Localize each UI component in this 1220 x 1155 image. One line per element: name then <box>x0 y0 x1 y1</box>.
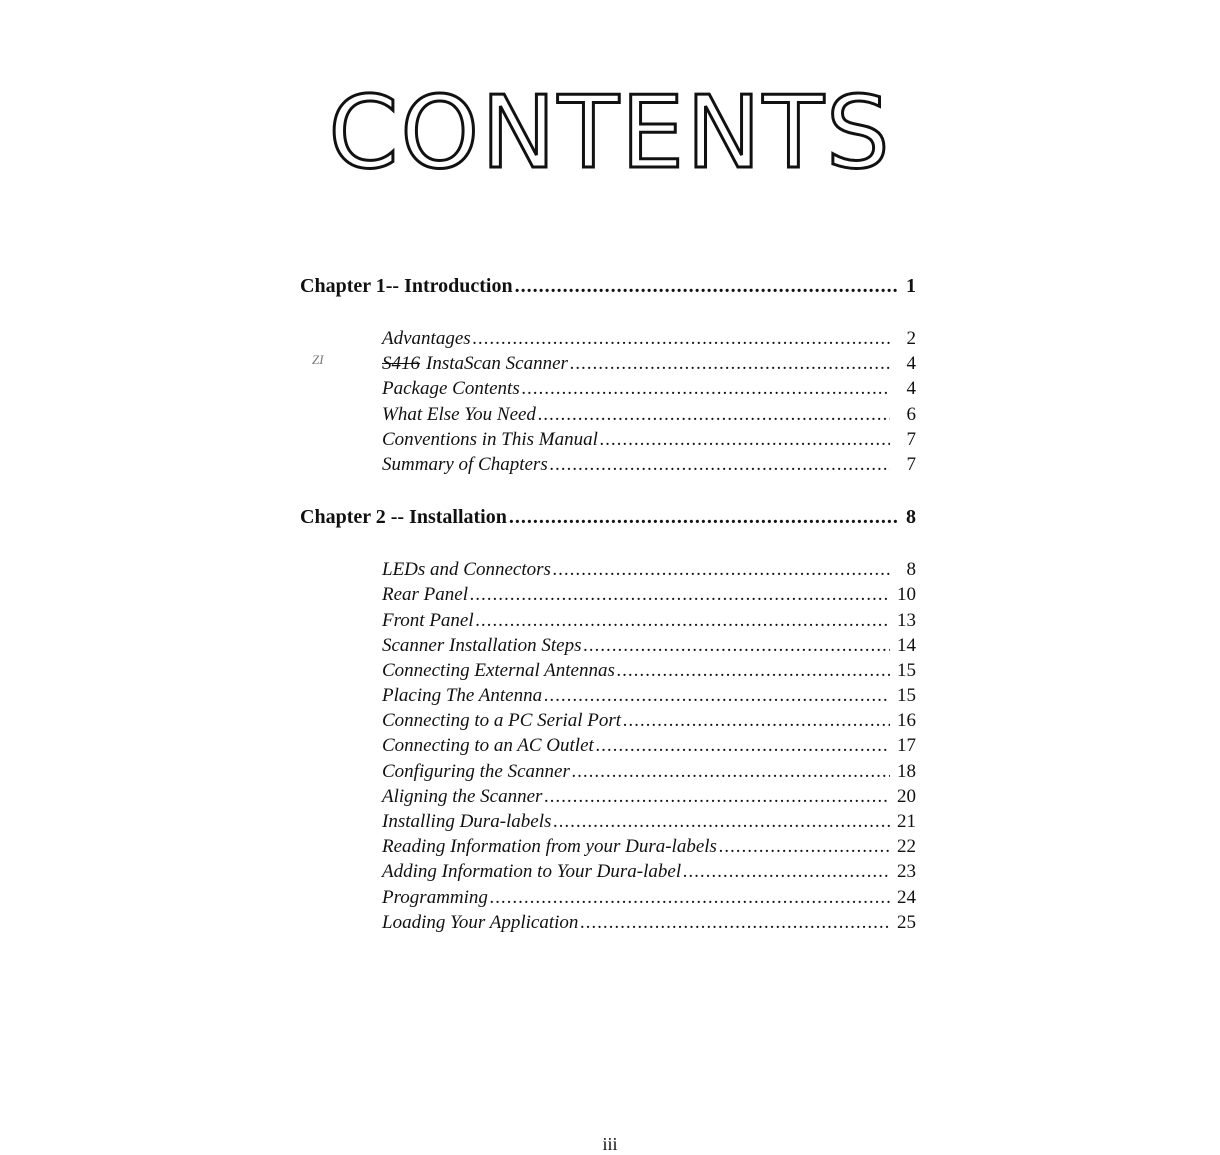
toc-entry[interactable] <box>382 910 916 935</box>
toc-entry[interactable] <box>382 859 916 884</box>
dot-leader <box>553 809 890 834</box>
toc-entry[interactable] <box>382 351 916 376</box>
page-number: iii <box>602 1134 618 1154</box>
entry-page-number: 15 <box>897 685 916 707</box>
chapter-1-entries <box>382 326 916 477</box>
entry-label: Connecting to an AC Outlet <box>382 735 594 757</box>
dot-leader <box>522 376 890 401</box>
entry-label: Placing The Antenna <box>382 685 543 707</box>
dot-leader <box>538 402 890 427</box>
entry-label: Adding Information to Your Dura-label <box>382 861 682 883</box>
entry-label: Loading Your Application <box>382 911 579 933</box>
entry-label: LEDs and Connectors <box>382 559 551 581</box>
entry-label: Scanner Installation Steps <box>382 634 582 656</box>
entry-page-number: 10 <box>897 584 916 606</box>
dot-leader <box>570 351 890 376</box>
dot-leader <box>470 582 890 607</box>
dot-leader <box>596 733 890 758</box>
toc-entry[interactable] <box>382 427 916 452</box>
entry-label: Programming <box>382 886 488 908</box>
entry-page-number: 16 <box>897 710 916 732</box>
dot-leader <box>617 658 890 683</box>
toc-entry[interactable] <box>382 834 916 859</box>
entry-page-number: 15 <box>897 659 916 681</box>
chapter-page-number: 8 <box>906 506 916 529</box>
toc-entry[interactable] <box>382 809 916 834</box>
entry-page-number: 17 <box>897 735 916 757</box>
entry-label: Rear Panel <box>382 584 469 606</box>
toc-entry[interactable] <box>382 784 916 809</box>
table-of-contents <box>300 270 916 959</box>
entry-page-number: 7 <box>906 453 916 475</box>
entry-label: What Else You Need <box>382 403 536 425</box>
toc-entry[interactable] <box>382 376 916 401</box>
toc-entry[interactable] <box>382 759 916 784</box>
entry-label: Summary of Chapters <box>382 453 548 475</box>
dot-leader <box>509 501 898 533</box>
entry-page-number: 4 <box>906 353 916 375</box>
entry-page-number: 6 <box>906 403 916 425</box>
dot-leader <box>583 633 890 658</box>
entry-page-number: 8 <box>906 559 916 581</box>
entry-page-number: 7 <box>906 428 916 450</box>
dot-leader <box>600 427 890 452</box>
toc-entry[interactable] <box>382 733 916 758</box>
entry-page-number: 21 <box>897 811 916 832</box>
chapter-heading: Chapter 2 -- Installation <box>300 506 507 529</box>
chapter-page-number: 1 <box>906 275 916 297</box>
toc-entry[interactable] <box>382 608 916 633</box>
toc-entry[interactable] <box>382 683 916 708</box>
toc-entry[interactable] <box>382 402 916 427</box>
entry-page-number: 22 <box>897 836 916 858</box>
entry-label: Front Panel <box>382 609 474 631</box>
dot-leader <box>476 608 890 633</box>
dot-leader <box>719 834 890 859</box>
chapter-2-entries <box>382 557 916 935</box>
entry-label: Connecting External Antennas <box>382 659 615 681</box>
dot-leader <box>544 784 890 809</box>
toc-entry[interactable] <box>382 582 916 607</box>
dot-leader <box>580 910 890 935</box>
entry-label: Reading Information from your Dura-labels <box>382 836 717 858</box>
dot-leader <box>683 859 890 884</box>
entry-page-number: 14 <box>897 634 916 656</box>
entry-label: Installing Dura-labels <box>382 811 552 832</box>
toc-chapter-1[interactable] <box>300 270 916 302</box>
dot-leader <box>490 885 890 910</box>
dot-leader <box>544 683 890 708</box>
entry-label: Conventions in This Manual <box>382 428 598 450</box>
toc-entry[interactable] <box>382 633 916 658</box>
dot-leader <box>473 326 890 351</box>
entry-label: Configuring the Scanner <box>382 760 570 782</box>
entry-page-number: 23 <box>897 861 916 883</box>
entry-label-text: InstaScan Scanner <box>426 353 568 375</box>
entry-page-number: 24 <box>897 886 916 908</box>
toc-entry[interactable] <box>382 708 916 733</box>
dot-leader <box>550 452 890 477</box>
toc-entry[interactable] <box>382 326 916 351</box>
dot-leader <box>623 708 890 733</box>
dot-leader <box>572 759 890 784</box>
toc-entry[interactable] <box>382 452 916 477</box>
entry-label: Advantages <box>382 328 471 349</box>
entry-page-number: 2 <box>906 328 916 349</box>
entry-label: Aligning the Scanner <box>382 785 543 807</box>
dot-leader <box>553 557 890 582</box>
entry-page-number: 4 <box>906 378 916 400</box>
dot-leader <box>515 270 898 302</box>
entry-label: Connecting to a PC Serial Port <box>382 710 622 732</box>
entry-page-number: 13 <box>897 609 916 631</box>
toc-chapter-2[interactable] <box>300 501 916 533</box>
entry-page-number: 18 <box>897 760 916 782</box>
entry-page-number: 20 <box>897 785 916 807</box>
entry-label <box>382 351 568 376</box>
entry-page-number: 25 <box>897 911 916 933</box>
handwritten-margin-note: ZI <box>312 352 324 367</box>
toc-entry[interactable] <box>382 885 916 910</box>
chapter-heading: Chapter 1-- Introduction <box>300 275 513 297</box>
page-title: CONTENTS <box>328 74 892 191</box>
entry-label: Package Contents <box>382 378 520 400</box>
toc-entry[interactable] <box>382 658 916 683</box>
toc-entry[interactable] <box>382 557 916 582</box>
struck-model-number: S416 <box>382 353 420 375</box>
